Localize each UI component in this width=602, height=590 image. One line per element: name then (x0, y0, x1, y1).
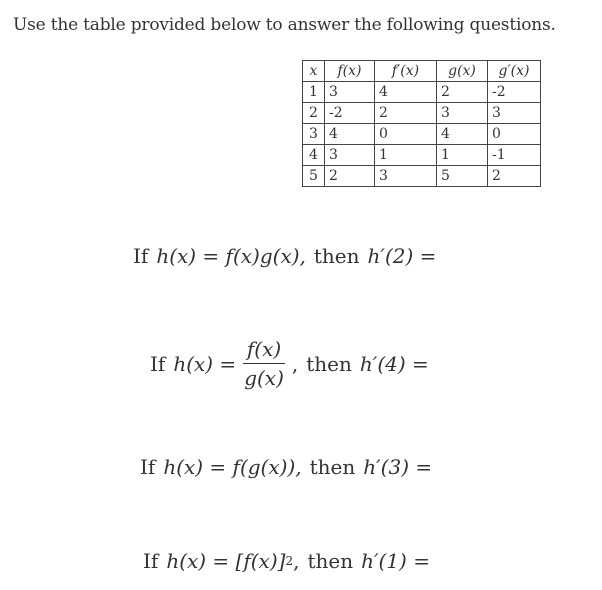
cell-f: -2 (325, 103, 375, 124)
fraction-numerator: f(x) (243, 337, 285, 364)
cell-f: 3 (325, 145, 375, 166)
cell-g-prime: -1 (488, 145, 541, 166)
question-derivative-prompt: h′(2) = (367, 244, 437, 268)
cell-f: 4 (325, 124, 375, 145)
fraction (240, 337, 288, 390)
header-g-prime: g′(x) (488, 61, 541, 82)
question-then: then (307, 549, 354, 573)
question-comma: , (291, 351, 299, 376)
question-if: If (140, 455, 156, 479)
cell-g: 4 (437, 124, 488, 145)
question-then: then (306, 351, 352, 376)
cell-x: 1 (303, 82, 325, 103)
cell-g: 5 (437, 166, 488, 187)
cell-g: 2 (437, 82, 488, 103)
question-derivative-prompt: h′(1) = (361, 549, 430, 573)
question-chain-rule (140, 455, 432, 479)
question-then: then (309, 455, 356, 479)
instructions-text: Use the table provided below to answer the following questions. (13, 15, 556, 35)
cell-g: 3 (437, 103, 488, 124)
question-expression: h(x) = (173, 351, 237, 376)
question-power-rule (143, 549, 430, 573)
header-f: f(x) (325, 61, 375, 82)
table-row (303, 82, 541, 103)
cell-x: 5 (303, 166, 325, 187)
cell-g-prime: 2 (488, 166, 541, 187)
table-row (303, 124, 541, 145)
question-exponent: 2 (285, 554, 294, 568)
question-derivative-prompt: h′(3) = (363, 455, 433, 479)
cell-x: 2 (303, 103, 325, 124)
question-expression: h(x) = f(x)g(x), (156, 244, 306, 268)
cell-f: 2 (325, 166, 375, 187)
question-expression: h(x) = [f(x)] (166, 549, 286, 573)
values-table (302, 60, 541, 187)
question-comma: , (293, 549, 300, 573)
header-g: g(x) (437, 61, 488, 82)
table-row (303, 166, 541, 187)
question-then: then (313, 244, 360, 268)
question-if: If (133, 244, 149, 268)
question-derivative-prompt: h′(4) = (359, 351, 429, 376)
cell-g-prime: 3 (488, 103, 541, 124)
cell-g-prime: -2 (488, 82, 541, 103)
question-expression: h(x) = f(g(x)), (163, 455, 302, 479)
question-quotient-rule (150, 337, 429, 390)
cell-f-prime: 3 (375, 166, 437, 187)
table-header-row (303, 61, 541, 82)
cell-g: 1 (437, 145, 488, 166)
cell-x: 3 (303, 124, 325, 145)
cell-f: 3 (325, 82, 375, 103)
fraction-denominator: g(x) (244, 366, 284, 390)
cell-g-prime: 0 (488, 124, 541, 145)
header-f-prime: f′(x) (375, 61, 437, 82)
question-if: If (150, 351, 166, 376)
question-if: If (143, 549, 159, 573)
question-product-rule (133, 244, 436, 268)
cell-f-prime: 2 (375, 103, 437, 124)
header-x: x (303, 61, 325, 82)
cell-f-prime: 1 (375, 145, 437, 166)
table-row (303, 103, 541, 124)
table-row (303, 145, 541, 166)
cell-f-prime: 4 (375, 82, 437, 103)
cell-f-prime: 0 (375, 124, 437, 145)
cell-x: 4 (303, 145, 325, 166)
